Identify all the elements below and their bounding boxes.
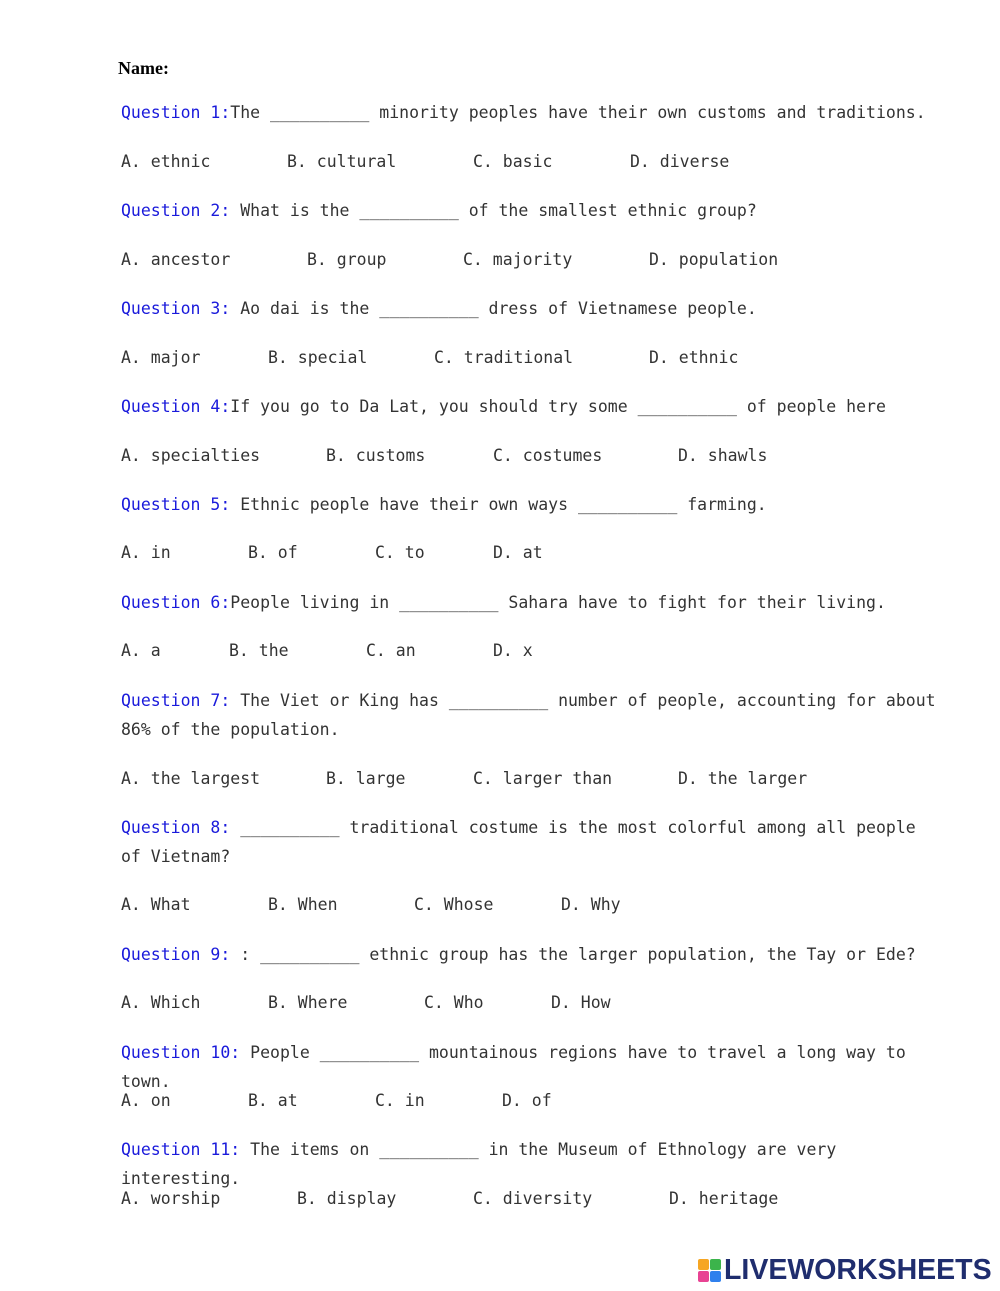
- liveworksheets-logo: [698, 1252, 992, 1288]
- option-d[interactable]: D. shawls: [678, 446, 768, 465]
- question-1: [121, 98, 936, 127]
- question-text: The __________ minority peoples have their own customs and traditions.: [230, 103, 926, 122]
- option-d[interactable]: D. population: [649, 250, 779, 269]
- option-b[interactable]: B. special: [268, 348, 368, 367]
- option-c[interactable]: C. Whose: [414, 895, 494, 914]
- question-7: [121, 686, 946, 744]
- option-a[interactable]: A. ancestor: [121, 250, 231, 269]
- option-a[interactable]: A. major: [121, 348, 201, 367]
- option-d[interactable]: D. the larger: [678, 769, 808, 788]
- option-a[interactable]: A. in: [121, 543, 171, 562]
- question-10: [121, 1038, 936, 1096]
- option-d[interactable]: D. Why: [561, 895, 621, 914]
- logo-square-icon: [698, 1259, 709, 1270]
- option-b[interactable]: B. at: [248, 1091, 298, 1110]
- option-a[interactable]: A. specialties: [121, 446, 261, 465]
- option-c[interactable]: C. traditional: [434, 348, 574, 367]
- option-a[interactable]: A. on: [121, 1091, 171, 1110]
- option-c[interactable]: C. to: [375, 543, 425, 562]
- question-label: Question 7:: [121, 691, 231, 710]
- option-a[interactable]: A. worship: [121, 1189, 221, 1208]
- option-c[interactable]: C. costumes: [493, 446, 603, 465]
- option-a[interactable]: A. ethnic: [121, 152, 211, 171]
- question-9: [121, 940, 936, 969]
- question-text: The items on __________ in the Museum of Ethnology are very interesting.: [121, 1140, 847, 1188]
- option-c[interactable]: C. majority: [463, 250, 573, 269]
- option-a[interactable]: A. Which: [121, 993, 201, 1012]
- option-b[interactable]: B. large: [326, 769, 406, 788]
- question-11: [121, 1135, 936, 1193]
- question-text: Ethnic people have their own ways __________ farming.: [230, 495, 767, 514]
- option-d[interactable]: D. How: [551, 993, 611, 1012]
- logo-text: LIVEWORKSHEETS: [724, 1253, 992, 1286]
- option-c[interactable]: C. basic: [473, 152, 553, 171]
- logo-square-icon: [698, 1271, 709, 1282]
- name-label: Name:: [118, 58, 169, 78]
- question-6: [121, 588, 936, 617]
- question-label: Question 8:: [121, 818, 231, 837]
- question-2: [121, 196, 936, 225]
- option-d[interactable]: D. x: [493, 641, 533, 660]
- question-label: Question 9:: [121, 945, 231, 964]
- question-8: [121, 813, 936, 871]
- option-a[interactable]: A. a: [121, 641, 161, 660]
- option-b[interactable]: B. display: [297, 1189, 397, 1208]
- question-text: : __________ ethnic group has the larger population, the Tay or Ede?: [230, 945, 916, 964]
- option-c[interactable]: C. larger than: [473, 769, 613, 788]
- option-d[interactable]: D. diverse: [630, 152, 730, 171]
- question-text: If you go to Da Lat, you should try some __________ of people here: [230, 397, 886, 416]
- option-c[interactable]: C. diversity: [473, 1189, 593, 1208]
- question-text: __________ traditional costume is the most colorful among all people of Vietnam?: [121, 818, 926, 866]
- logo-square-icon: [710, 1271, 721, 1282]
- question-text: What is the __________ of the smallest ethnic group?: [230, 201, 757, 220]
- question-label: Question 5:: [121, 495, 231, 514]
- question-label: Question 4:: [121, 397, 231, 416]
- option-d[interactable]: D. ethnic: [649, 348, 739, 367]
- question-label: Question 3:: [121, 299, 231, 318]
- option-b[interactable]: B. cultural: [287, 152, 397, 171]
- question-label: Question 6:: [121, 593, 231, 612]
- option-b[interactable]: B. Where: [268, 993, 348, 1012]
- logo-mark-icon: [698, 1259, 721, 1282]
- option-a[interactable]: A. What: [121, 895, 191, 914]
- question-label: Question 11:: [121, 1140, 241, 1159]
- option-b[interactable]: B. group: [307, 250, 387, 269]
- question-label: Question 1:: [121, 103, 231, 122]
- option-d[interactable]: D. heritage: [669, 1189, 779, 1208]
- option-c[interactable]: C. Who: [424, 993, 484, 1012]
- option-a[interactable]: A. the largest: [121, 769, 261, 788]
- question-5: [121, 490, 936, 519]
- question-4: [121, 392, 936, 421]
- question-text: People living in __________ Sahara have to fight for their living.: [230, 593, 886, 612]
- question-text: The Viet or King has __________ number of people, accounting for about 86% of the population.: [121, 691, 946, 739]
- option-b[interactable]: B. When: [268, 895, 338, 914]
- question-text: Ao dai is the __________ dress of Vietnamese people.: [230, 299, 757, 318]
- option-b[interactable]: B. customs: [326, 446, 426, 465]
- option-b[interactable]: B. the: [229, 641, 289, 660]
- question-3: [121, 294, 936, 323]
- option-c[interactable]: C. in: [375, 1091, 425, 1110]
- option-d[interactable]: D. at: [493, 543, 543, 562]
- option-b[interactable]: B. of: [248, 543, 298, 562]
- question-label: Question 2:: [121, 201, 231, 220]
- question-label: Question 10:: [121, 1043, 241, 1062]
- question-text: People __________ mountainous regions have to travel a long way to town.: [121, 1043, 916, 1091]
- logo-square-icon: [710, 1259, 721, 1270]
- option-c[interactable]: C. an: [366, 641, 416, 660]
- option-d[interactable]: D. of: [502, 1091, 552, 1110]
